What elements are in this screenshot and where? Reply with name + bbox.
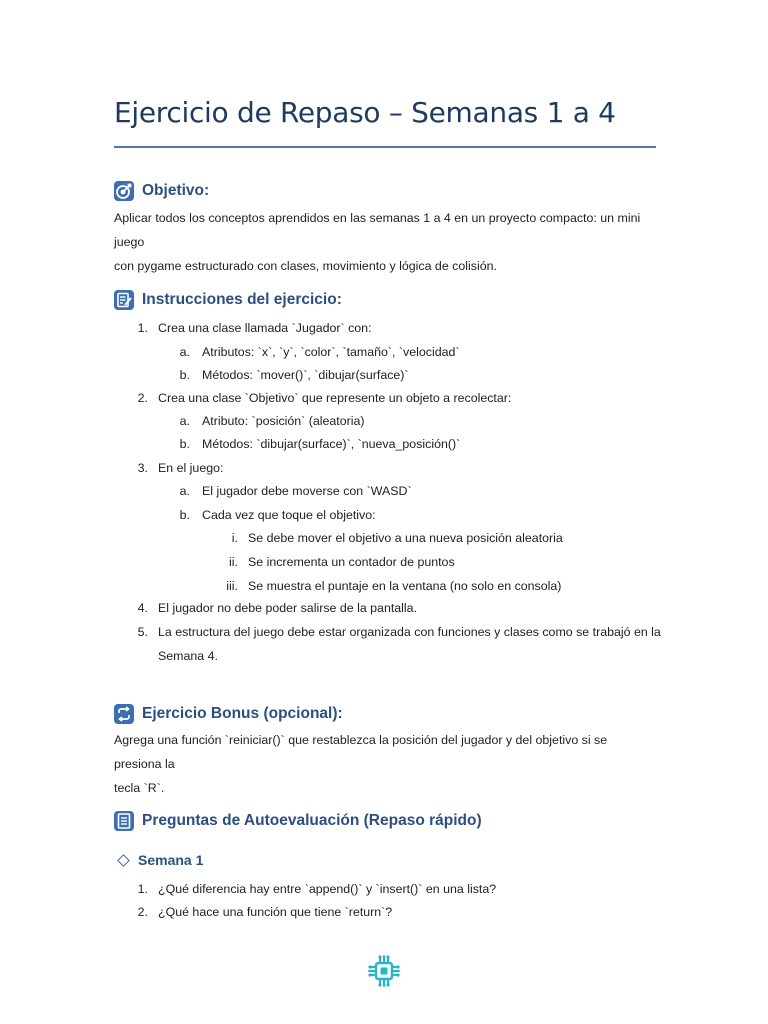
repeat-icon	[114, 704, 134, 724]
preguntas-heading-label: Preguntas de Autoevaluación (Repaso rápido)	[142, 812, 482, 829]
objetivo-heading	[114, 181, 209, 201]
bonus-line-2: tecla `R`.	[114, 781, 165, 795]
preguntas-heading	[114, 811, 482, 831]
objetivo-heading-label: Objetivo:	[142, 182, 210, 199]
page-title: Ejercicio de Repaso – Semanas 1 a 4	[114, 96, 616, 129]
instrucciones-heading	[114, 290, 342, 310]
title-divider	[114, 146, 656, 148]
bonus-heading	[114, 704, 343, 724]
bonus-paragraph	[114, 728, 656, 800]
semana-1-label: Semana 1	[138, 852, 204, 868]
target-icon	[114, 181, 134, 201]
ledger-icon	[114, 811, 134, 831]
objetivo-paragraph	[114, 206, 656, 278]
diamond-bullet-icon	[117, 854, 130, 867]
instrucciones-heading-label: Instrucciones del ejercicio:	[142, 291, 342, 308]
bonus-line-1: Agrega una función `reiniciar()` que restablezca la posición del jugador y del objetivo si se presiona la	[114, 733, 608, 771]
memo-icon	[114, 290, 134, 310]
objetivo-line-1: Aplicar todos los conceptos aprendidos en las semanas 1 a 4 en un proyecto compacto: un mini juego	[114, 211, 641, 249]
objetivo-line-2: con pygame estructurado con clases, movimiento y lógica de colisión.	[114, 259, 497, 273]
chip-logo-icon	[368, 954, 400, 988]
semana-1-heading	[114, 852, 203, 868]
bonus-heading-label: Ejercicio Bonus (opcional):	[142, 705, 343, 722]
